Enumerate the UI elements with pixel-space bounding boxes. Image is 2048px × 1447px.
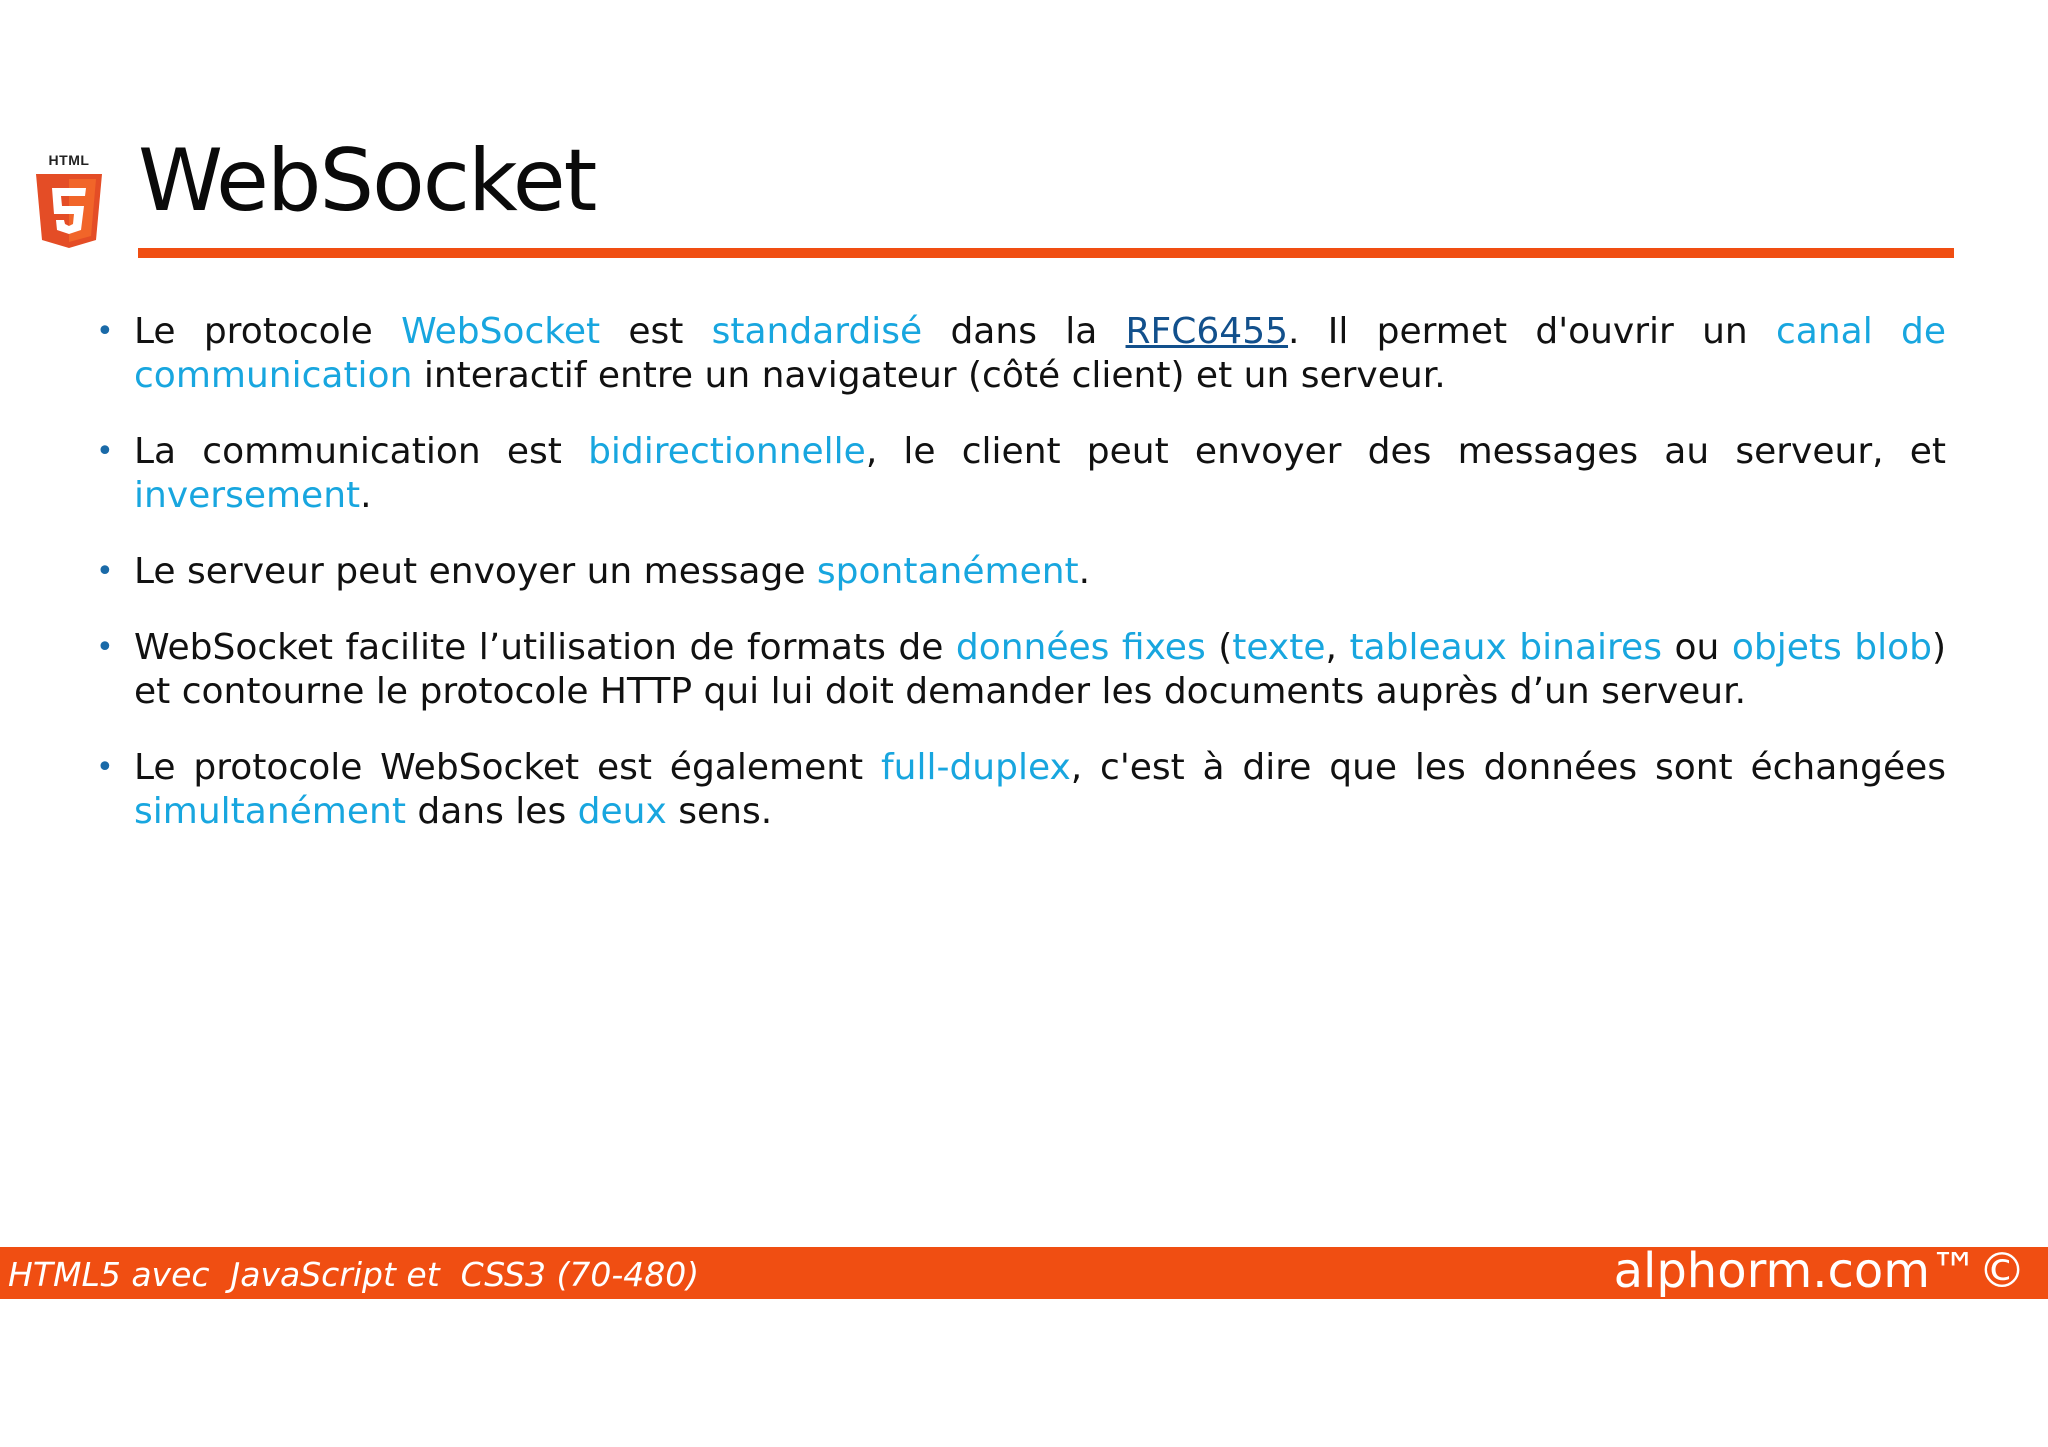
text-segment: ( (1205, 627, 1233, 668)
bullet-item (96, 550, 1946, 594)
title-underline (138, 248, 1954, 258)
bullet-dot-icon: • (96, 434, 114, 469)
rfc-link[interactable]: RFC6455 (1125, 311, 1289, 352)
text-segment: ) et contourne le protocole HTTP qui lui doit demander les documents auprès d’un serveur. (134, 627, 1946, 712)
bullet-dot-icon: • (96, 630, 114, 665)
brand-name: alphorm.com™© (1613, 1243, 2026, 1299)
text-segment: , c'est à dire que les données sont échangées (1070, 747, 1946, 788)
text-segment: dans les (405, 791, 578, 832)
text-segment: Le protocole (134, 311, 402, 352)
bullet-item (96, 310, 1946, 398)
html5-shield-icon (36, 174, 102, 248)
bullet-dot-icon: • (96, 750, 114, 785)
footer-bar (0, 1243, 2048, 1299)
highlighted-term: bidirectionnelle (588, 431, 866, 472)
highlighted-term: objets blob (1731, 627, 1932, 668)
text-segment: sens. (666, 791, 773, 832)
bullet-text (134, 746, 1946, 834)
highlighted-term: spontanément (816, 551, 1079, 592)
highlighted-term: standardisé (711, 311, 923, 352)
highlighted-term: WebSocket (401, 311, 601, 352)
highlighted-term: simultanément (134, 791, 406, 832)
bullet-item (96, 626, 1946, 714)
text-segment: dans la (922, 311, 1126, 352)
text-segment: Le protocole WebSocket est également (134, 747, 881, 788)
highlighted-term: données fixes (955, 627, 1206, 668)
bullet-item (96, 746, 1946, 834)
text-segment: . Il permet d'ouvrir un (1288, 311, 1776, 352)
text-segment: est (600, 311, 712, 352)
highlighted-term: tableaux binaires (1349, 627, 1662, 668)
text-segment: , (1325, 627, 1350, 668)
bullet-list (96, 310, 1946, 866)
highlighted-term: inversement (134, 475, 361, 516)
bullet-dot-icon: • (96, 314, 114, 349)
text-segment: , le client peut envoyer des messages au serveur, et (865, 431, 1946, 472)
text-segment: . (360, 475, 372, 516)
text-segment: WebSocket facilite l’utilisation de formats de (134, 627, 956, 668)
slide-title: WebSocket (138, 131, 596, 231)
text-segment: La communication est (134, 431, 589, 472)
highlighted-term: full-duplex (880, 747, 1071, 788)
bullet-text (134, 310, 1946, 398)
text-segment: . (1078, 551, 1091, 592)
text-segment: interactif entre un navigateur (côté client) et un serveur. (412, 355, 1446, 396)
bullet-text (134, 626, 1946, 714)
highlighted-term: texte (1232, 627, 1326, 668)
html5-logo-label: HTML (48, 152, 90, 168)
bullet-item (96, 430, 1946, 518)
bullet-dot-icon: • (96, 554, 114, 589)
bullet-text (134, 550, 1946, 594)
text-segment: ou (1661, 627, 1732, 668)
html5-logo (34, 152, 104, 248)
bullet-text (134, 430, 1946, 518)
text-segment: Le serveur peut envoyer un message (134, 551, 817, 592)
highlighted-term: canal de communication (134, 311, 1946, 396)
highlighted-term: deux (577, 791, 667, 832)
course-title: HTML5 avec JavaScript et CSS3 (70-480) (8, 1255, 700, 1294)
